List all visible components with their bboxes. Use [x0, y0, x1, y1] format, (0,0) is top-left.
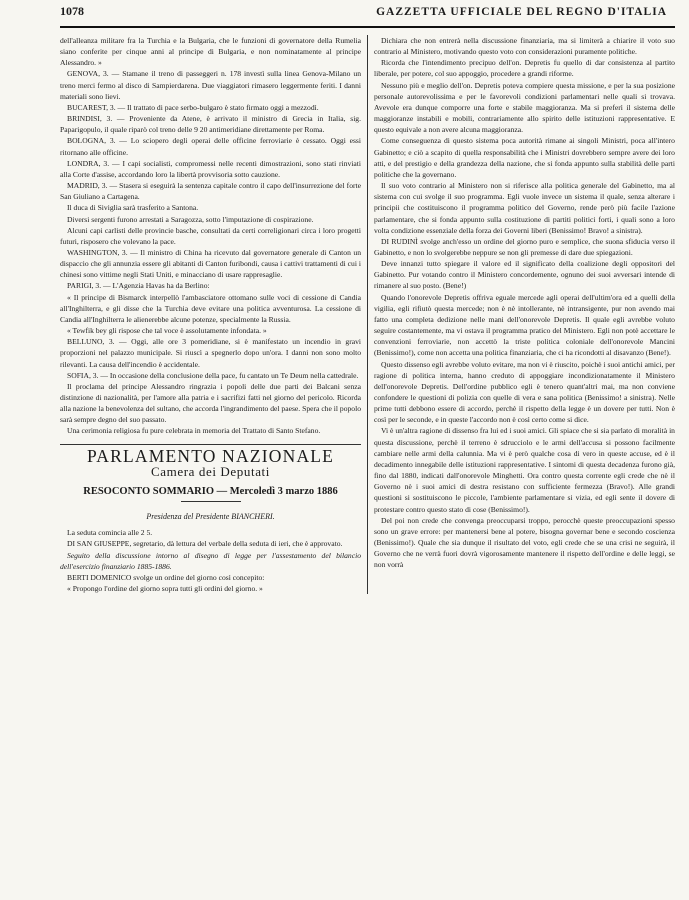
session-paragraph: « Propongo l'ordine del giorno sopra tutti gli ordini del giorno. » [67, 584, 263, 594]
session-paragraph: Seguito della discussione intorno al disegno di legge per l'assestamento del bilancio dell'esercizio finanziario 1885-1886. [60, 550, 361, 571]
report-title: RESOCONTO SOMMARIO — Mercoledì 3 marzo 1886 [83, 485, 338, 497]
page-header [60, 4, 675, 28]
news-item: « Tewfik bey gli rispose che tal voce è assolutamente infondata. » [67, 326, 267, 336]
speech-paragraph: Nessuno più e meglio dell'on. Depretis poteva compiere questa missione, e per la sua posizione personale autorevolissima e per le favorevoli condizioni parlamentari nelle quali si trovava. Avevole era dunque comporre una forte e stabile maggioranza. Ma si preferì il sistema delle maggioranze instabili e mobili, contrariamente allo spirito delle istituzioni rappresentative. E questo equivale a non avere alcuna maggioranza. [373, 80, 675, 135]
columns [60, 35, 675, 594]
session-paragraph: BERTI DOMENICO svolge un ordine del giorno così concepito: [67, 572, 265, 582]
news-item: LONDRA, 3. — I capi socialisti, compromessi nelle recenti dimostrazioni, sono stati rinviati alla Corte d'assise, accordando loro la libertà provvisoria sotto cauzione. [60, 158, 361, 179]
news-item: Alcuni capi carlisti delle provincie basche, consultati da certi correligionari circa i loro progetti futuri, risposero che volevano la pace. [60, 225, 361, 246]
news-item: Il duca di Siviglia sarà trasferito a Santona. [67, 203, 199, 213]
news-item: SOFIA, 3. — In occasione della conclusione della pace, fu cantato un Te Deum nella cattedrale. [67, 370, 359, 380]
news-item: WASHINGTON, 3. — Il ministro di China ha ricevuto dal governatore generale di Canton un dispaccio che gli annunzia essere gli abitanti di Canton furibondi, causa i cattivi trattamenti di cui i chinesi sono vittime negli Stati Uniti, e minacciano di usare rappresaglie. [60, 247, 361, 280]
section-divider [60, 444, 361, 445]
news-item: BUCAREST, 3. — Il trattato di pace serbo-bulgaro è stato firmato oggi a mezzodì. [67, 102, 319, 112]
news-item: « Il principe di Bismarck interpellò l'ambasciatore ottomano sulle voci di cessione di Candia all'Inghilterra, e gli disse che la Turchia deve evitare una politica avventurosa. La cessione di Candia all'Inghilterra le alienerebbe alcune potenze, specialmente la Russia. [60, 292, 361, 324]
speech-paragraph: Vi è un'altra ragione di dissenso fra lui ed i suoi amici. Gli spiace che si sia parlato di moralità in questa discussione, perchè il terreno è sdrucciolo e le armi dell'accusa si possono facilmente cambiare nelle armi della calunnia. Ma vi è però qualche cosa di vero in queste accuse, ed è il decadimento innegabile delle istituzioni rappresentative. I sintomi di questa decadenza furono già, fino dal 1880, indicati dall'onorevole Minghetti. Ora contro questa corrente egli crede che nè il Governo nè i suoi amici di destra resistano con sufficiente fermezza (Bravo!). Alle grandi questioni si sostituiscono le piccole, l'ambiente parlamentare si vizia, ed egli sente il dovere di protestare contro questo stato di cose (Benissimo!). [373, 426, 675, 514]
speech-paragraph: Il suo voto contrario al Ministero non si riferisce alla politica generale del Gabinetto, ma al sistema con cui svolge il suo programma. Egli vuole invece un sistema il quale, senza alterare i principii che costituiscono il programma politico del Governo, rende però più facile l'azione parlamentare, che si fonda appunto sulla costituzione di partiti politici forti, i quali sono a loro volta condizione essenziale della forza dei Governi liberi (Benissimo! Bravo! a sinistra). [373, 181, 675, 235]
news-item: MADRID, 3. — Stasera si eseguirà la sentenza capitale contro il capo dell'insurrezione del forte San Giuliano a Cartagena. [60, 181, 361, 202]
presidency-line: Presidenza del Presidente BIANCHERI. [146, 512, 275, 522]
speech-paragraph: DI RUDINÌ svolge anch'esso un ordine del giorno puro e semplice, che suona sfiducia verso il Gabinetto, e non lo svolgerebbe neppure se non gli premesse di dare due spiegazioni. [373, 236, 675, 257]
journal-title: GAZZETTA UFFICIALE DEL REGNO D'ITALIA [376, 6, 667, 18]
news-item: BOLOGNA, 3. — Lo sciopero degli operai delle officine ferroviarie è cessato. Oggi essi ritornano alle officine. [60, 136, 361, 157]
session-paragraph: DI SAN GIUSEPPE, segretario, dà lettura del verbale della seduta di ieri, che è approvato. [67, 539, 343, 549]
speech-paragraph: Questo dissenso egli avrebbe voluto evitare, ma non vi è riuscito, poichè i suoi antichi amici, per ragione di politica interna, hanno creduto di appoggiare incondizionatamente il Ministero dell'onorevole Depretis. Dell'ordine pubblico egli è tenero quant'altri mai, ma non conviene confondere le questioni di polizia con quelle di vera e sana politica (Benissimo! a sinistra). Nelle prime tutti debbono essere di accordo, perchè il rispetto della legge è un dovere per tutti. Non è così per le seconde, e in queste l'accordo non è così certo come si dice. [373, 359, 675, 425]
news-item: Diversi sergenti furono arrestati a Saragozza, sotto l'imputazione di cospirazione. [67, 214, 314, 224]
speech-paragraph: Deve innanzi tutto spiegare il valore ed il significato della coalizione degli oppositori del Gabinetto. Pur votando contro il Ministero concordemente, ognuno dei suoi avversari intende di rimanere al suo posto. (Bene!) [373, 259, 675, 291]
news-item: BRINDISI, 3. — Proveniente da Atene, è arrivato il ministro di Grecia in Italia, sig. Paparigopulo, il quale riparò col treno delle 9 20 antimeridiane direttamente per Roma. [60, 114, 361, 135]
section-title: PARLAMENTO NAZIONALE [86, 445, 335, 466]
chamber-title: Camera dei Deputati [151, 463, 270, 479]
title-rule [181, 501, 241, 502]
news-item: Il proclama del principe Alessandro ringrazia i popoli delle due parti dei Balcani senza distinzione di nazionalità, per l'amore alla patria e i sacrifizi fatti nel giorno del pericolo. Ricorda alla nazione la benevolenza del sultano, che accorda l'ingrandimento del paese. Spera che il popolo sarà sempre degno del suo passato. [60, 381, 361, 425]
news-item: dell'alleanza militare fra la Turchia e la Bulgaria, che le funzioni di governatore della Rumelia siano conferite per cinque anni al principe di Bulgaria, e non nominatamente al principe Alessandro. » [60, 36, 361, 68]
speech-paragraph: Del poi non crede che convenga preoccuparsi troppo, perocchè queste preoccupazioni spesso sono un grave errore: per mantenersi bene al potere, bisogna governar bene e secondo coscienza (Benissimo!). Quale che sia dunque il risultato del voto, egli crede che se una crisi ne seguirà, il Governo che ne verrà fuori dovrà vigorosamente mantenere il rispetto dell'ordine e delle leggi, se non vorrà [373, 515, 675, 570]
page-number: 1078 [60, 4, 84, 18]
speech-paragraph: Ricorda che l'intendimento precipuo dell'on. Depretis fu quello di dar consistenza al partito liberale, per potere, col suo appoggio, procedere a grandi riforme. [373, 58, 675, 79]
news-item: BELLUNO, 3. — Oggi, alle ore 3 pomeridiane, si è manifestato un incendio in gravi proporzioni nel palazzo municipale. Si riuscì a spegnerlo dopo un'ora. I danni non sono molto rilevanti. La causa dell'incendio è accidentale. [60, 337, 361, 369]
speech-paragraph: Come conseguenza di questo sistema poca autorità rimane ai singoli Ministri, poca all'intero Gabinetto; e ciò a scapito di quella responsabilità che i Ministri dovrebbero sempre avere dei loro atti, e del prestigio e della grandezza della nazione, che si fonda appunto sulla stabilità delle parti politiche che la governano. [373, 136, 675, 179]
news-item: Una cerimonia religiosa fu pure celebrata in memoria del Trattato di Santo Stefano. [67, 426, 321, 436]
column-rule [367, 35, 368, 594]
left-column [60, 35, 361, 594]
speech-paragraph: Dichiara che non entrerà nella discussione finanziaria, ma si limiterà a chiarire il voto suo contrario al Ministero, motivando questo voto con considerazioni puramente politiche. [373, 36, 675, 57]
right-column [374, 35, 675, 594]
news-item: GENOVA, 3. — Stamane il treno di passeggeri n. 178 investì sulla linea Genova-Milano un treno merci fermo al disco di Sampierdarena. Due viaggiatori rimasero leggermente feriti. I danni materiali sono lievi. [60, 69, 361, 101]
news-item: PARIGI, 3. — L'Agenzia Havas ha da Berlino: [67, 281, 210, 291]
session-paragraph: La seduta comincia alle 2 5. [67, 528, 153, 538]
speech-paragraph: Quando l'onorevole Depretis offriva eguale mercede agli operai dell'ultim'ora ed a quelli della vigilia, egli rifiutò questa mercede; non è nè intollerante, nè intransigente, pur non avendo mai fatto una completa dedizione nelle mani dell'onorevole Depretis. Il quale egli avrebbe voluto seguire costantemente, ma vi ostava il programma pratico del Ministero. Egli non potè accettare le convenzioni ferroviarie, non accettò la triste politica coloniale dell'onorevole Mancini (Benissimo!), come non accetta una politica finanziaria, che ci ha ricondotti al disavanzo (Bene!). [373, 292, 675, 358]
